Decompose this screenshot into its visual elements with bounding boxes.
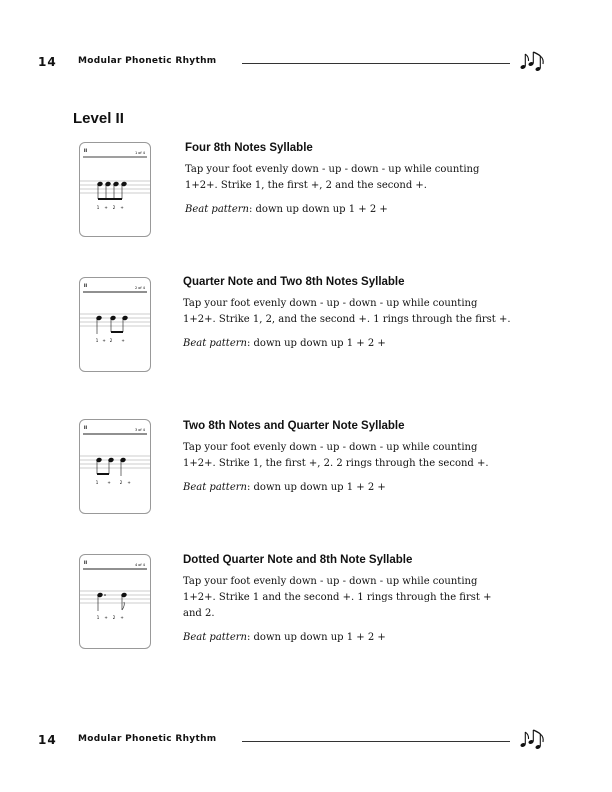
level-title: Level II [73, 110, 124, 127]
count-label: 2 [109, 338, 113, 343]
page-number: 14 [38, 55, 57, 69]
lesson-body: Tap your foot evenly down - up - down - up while counting 1+2+. Strike 1, 2, and the second +. 1 rings through the first +. [183, 298, 511, 325]
book-title: Modular Phonetic Rhythm [78, 734, 217, 744]
book-title: Modular Phonetic Rhythm [78, 56, 217, 66]
count-label: + [104, 205, 108, 210]
notes [96, 458, 125, 476]
lesson-title: Four 8th Notes Syllable [185, 142, 313, 154]
count-label: + [104, 615, 108, 620]
count-label: + [107, 480, 111, 485]
notes [97, 182, 126, 200]
card-index-label: 2 of 4 [134, 286, 145, 290]
lesson-title: Dotted Quarter Note and 8th Note Syllable [183, 554, 413, 566]
card-level-label: II [84, 283, 87, 288]
rhythm-card [79, 419, 151, 514]
running-header [38, 50, 558, 74]
beat-pattern [183, 630, 513, 646]
count-label: + [121, 338, 125, 343]
footer-rule [242, 741, 510, 742]
running-footer [38, 728, 558, 752]
lesson-entry [183, 420, 513, 504]
count-label: 1 [95, 480, 99, 485]
lesson-title: Two 8th Notes and Quarter Note Syllable [183, 420, 405, 432]
beat-pattern-label: Beat pattern [185, 204, 249, 215]
card-level-label: II [84, 425, 87, 430]
rhythm-card [79, 554, 151, 649]
count-label: + [120, 615, 124, 620]
count-label: 2 [112, 205, 116, 210]
rhythm-card [79, 277, 151, 372]
lesson-entry [185, 142, 515, 226]
beat-pattern-label: Beat pattern [183, 632, 247, 643]
eighth-notes-icon [519, 50, 545, 72]
page-number: 14 [38, 733, 57, 747]
beat-pattern-label: Beat pattern [183, 482, 247, 493]
staff-lines [80, 314, 150, 326]
count-label: 2 [112, 615, 116, 620]
card-header [83, 283, 147, 292]
beat-pattern [183, 336, 513, 352]
header-rule [242, 63, 510, 64]
beat-pattern-value: : down up down up 1 + 2 + [246, 482, 386, 493]
lesson-title: Quarter Note and Two 8th Notes Syllable [183, 276, 405, 288]
count-label: + [127, 480, 131, 485]
staff-lines [80, 456, 150, 468]
notes [96, 316, 127, 334]
notes [97, 593, 126, 611]
count-labels [97, 205, 124, 210]
beat-pattern [185, 202, 515, 218]
lesson-entry [183, 554, 513, 654]
card-index-label: 1 of 4 [134, 151, 145, 155]
count-label: 1 [96, 205, 100, 210]
card-header [83, 560, 147, 569]
count-label: 1 [95, 338, 99, 343]
lesson-entry [183, 276, 513, 360]
beat-pattern-label: Beat pattern [183, 338, 247, 349]
beat-pattern-value: : down up down up 1 + 2 + [248, 204, 388, 215]
card-level-label: II [84, 148, 87, 153]
eighth-notes-icon [519, 728, 545, 750]
card-index-label: 4 of 4 [134, 563, 145, 567]
count-label: + [102, 338, 106, 343]
count-label: 1 [96, 615, 100, 620]
beat-pattern [183, 480, 513, 496]
count-label: 2 [119, 480, 123, 485]
count-labels [96, 338, 125, 343]
lesson-body: Tap your foot evenly down - up - down - up while counting 1+2+. Strike 1, the first +, 2. 2 rings through the second +. [183, 442, 489, 469]
card-header [83, 425, 147, 434]
beat-pattern-value: : down up down up 1 + 2 + [246, 632, 386, 643]
card-level-label: II [84, 560, 87, 565]
count-labels [96, 480, 131, 485]
rhythm-card [79, 142, 151, 237]
staff-lines [80, 591, 150, 603]
beat-pattern-value: : down up down up 1 + 2 + [246, 338, 386, 349]
lesson-body: Tap your foot evenly down - up - down - up while counting 1+2+. Strike 1 and the second +. 1 rings through the first + and 2. [183, 576, 492, 619]
card-header [83, 148, 147, 157]
count-label: + [120, 205, 124, 210]
lesson-body: Tap your foot evenly down - up - down - up while counting 1+2+. Strike 1, the first +, 2 and the second +. [185, 164, 480, 191]
card-index-label: 3 of 4 [134, 428, 145, 432]
count-labels [97, 615, 124, 620]
